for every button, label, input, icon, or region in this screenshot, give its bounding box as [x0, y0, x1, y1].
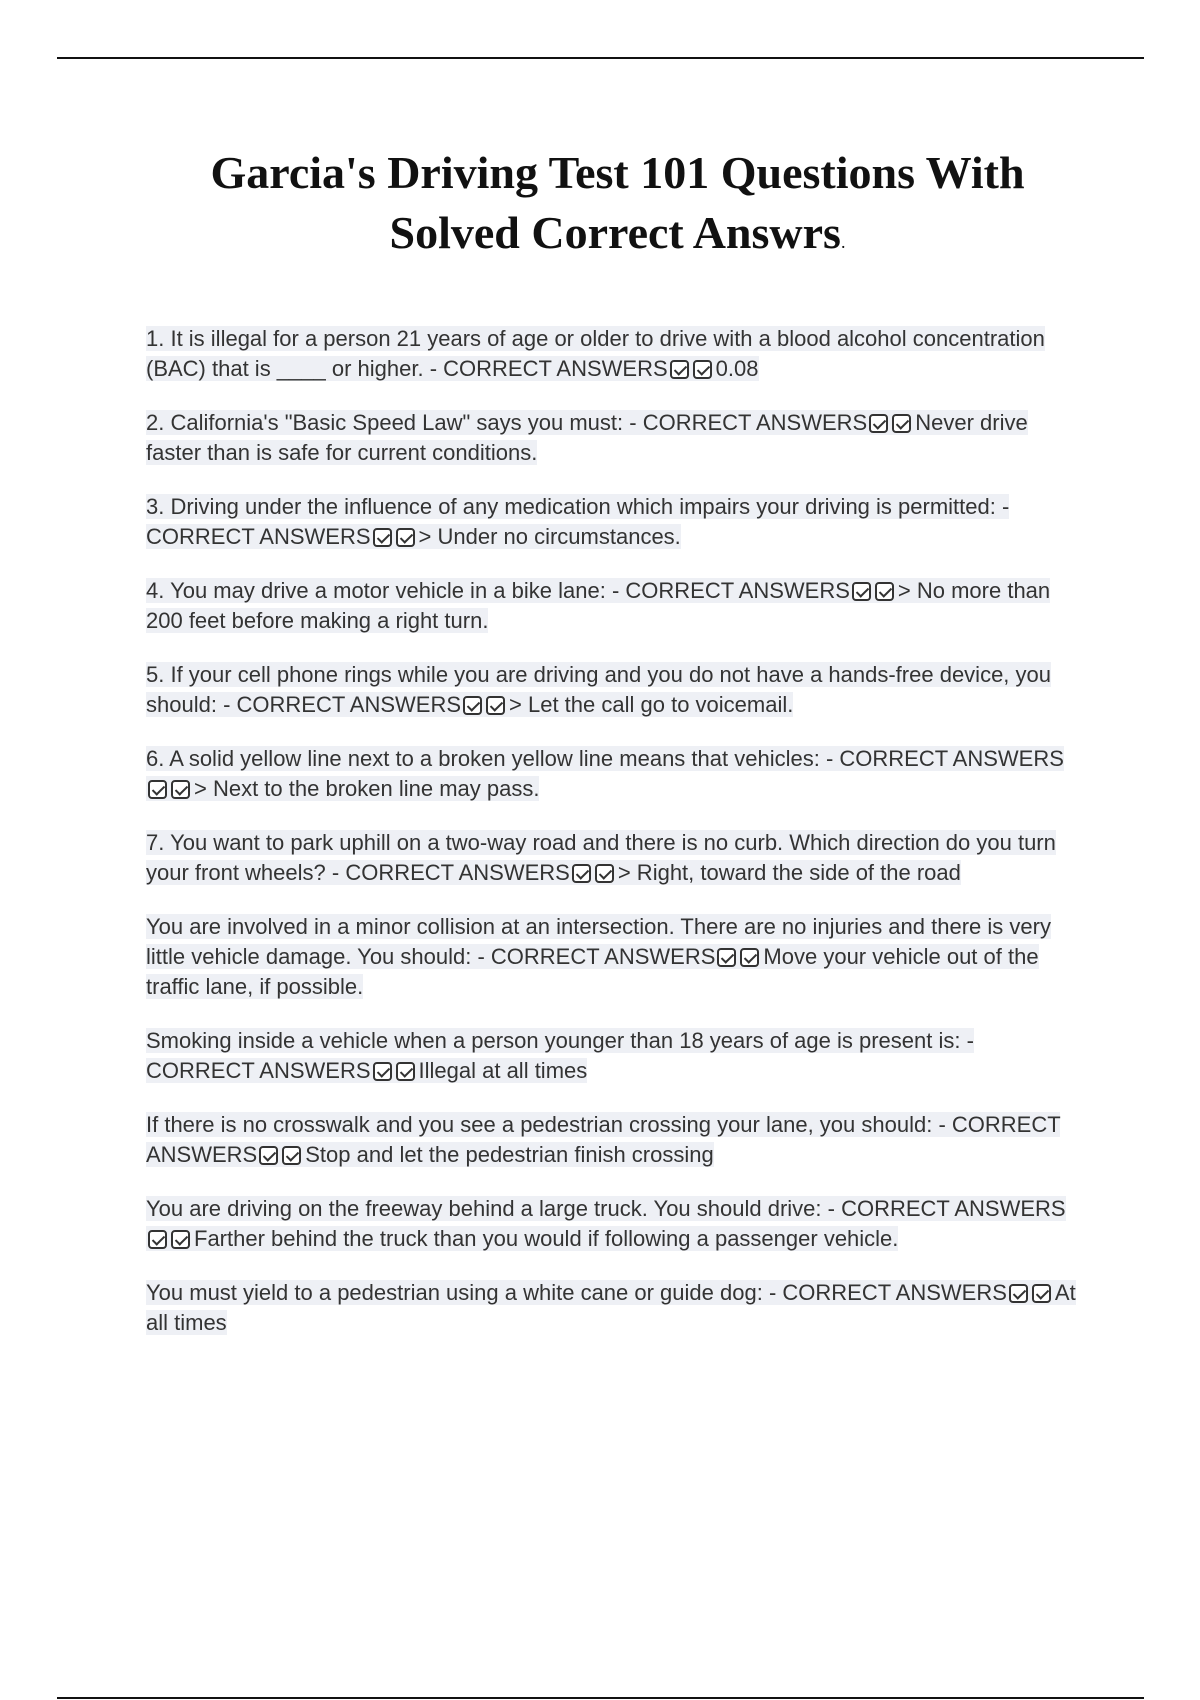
checkbox-check-icon: [282, 1146, 301, 1165]
question-item: [146, 1278, 1086, 1338]
question-item: [146, 576, 1086, 636]
answer-text: > Under no circumstances.: [418, 524, 681, 549]
answer-marker: - CORRECT ANSWERS: [611, 578, 850, 603]
title-line-2: Solved Correct Answrs: [389, 207, 841, 258]
answer-marker: - CORRECT ANSWERS: [223, 692, 462, 717]
answer-marker: - CORRECT ANSWERS: [146, 1112, 1061, 1167]
answer-marker: - CORRECT ANSWERS: [146, 494, 1010, 549]
answer-marker: - CORRECT ANSWERS: [146, 1028, 974, 1083]
question-text: You are involved in a minor collision at an intersection. There are no injuries and there is very little vehicle damage. You should:: [146, 914, 1051, 969]
answer-marker: - CORRECT ANSWERS: [629, 410, 868, 435]
checkbox-check-icon: [875, 582, 894, 601]
question-item: [146, 1110, 1086, 1170]
question-text: 4. You may drive a motor vehicle in a bike lane:: [146, 578, 606, 603]
title-suffix: .: [840, 232, 846, 252]
answer-text: Stop and let the pedestrian finish crossing: [305, 1142, 714, 1167]
question-text: 1. It is illegal for a person 21 years of age or older to drive with a blood alcohol concentration (BAC) that is ____ or higher.: [146, 326, 1045, 381]
question-item: [146, 408, 1086, 468]
document-title: [150, 143, 1085, 272]
answer-marker: - CORRECT ANSWERS: [477, 944, 716, 969]
checkbox-check-icon: [852, 582, 871, 601]
question-answer-list: [146, 324, 1086, 1362]
answer-marker: - CORRECT ANSWERS: [825, 746, 1064, 771]
checkbox-check-icon: [717, 948, 736, 967]
answer-text: > No more than 200 feet before making a right turn.: [146, 578, 1051, 633]
checkbox-check-icon: [740, 948, 759, 967]
answer-text: > Let the call go to voicemail.: [509, 692, 794, 717]
checkbox-check-icon: [396, 1062, 415, 1081]
answer-marker: - CORRECT ANSWERS: [827, 1196, 1066, 1221]
question-text: 2. California's "Basic Speed Law" says you must:: [146, 410, 624, 435]
answer-text: Farther behind the truck than you would if following a passenger vehicle.: [194, 1226, 899, 1251]
question-text: If there is no crosswalk and you see a pedestrian crossing your lane, you should:: [146, 1112, 933, 1137]
checkbox-check-icon: [148, 780, 167, 799]
question-item: [146, 492, 1086, 552]
answer-text: Never drive faster than is safe for current conditions.: [146, 410, 1028, 465]
question-item: [146, 744, 1086, 804]
checkbox-check-icon: [693, 360, 712, 379]
checkbox-check-icon: [171, 1230, 190, 1249]
checkbox-check-icon: [1009, 1284, 1028, 1303]
answer-marker: - CORRECT ANSWERS: [331, 860, 570, 885]
checkbox-check-icon: [373, 1062, 392, 1081]
checkbox-check-icon: [486, 696, 505, 715]
question-text: You are driving on the freeway behind a large truck. You should drive:: [146, 1196, 822, 1221]
question-item: [146, 324, 1086, 384]
question-text: 6. A solid yellow line next to a broken yellow line means that vehicles:: [146, 746, 820, 771]
answer-text: > Next to the broken line may pass.: [194, 776, 540, 801]
question-item: [146, 828, 1086, 888]
answer-text: 0.08: [715, 356, 759, 381]
question-item: [146, 912, 1086, 1002]
question-text: 5. If your cell phone rings while you are driving and you do not have a hands-free device, you should:: [146, 662, 1051, 717]
answer-marker: - CORRECT ANSWERS: [768, 1280, 1007, 1305]
checkbox-check-icon: [148, 1230, 167, 1249]
answer-text: Move your vehicle out of the traffic lane, if possible.: [146, 944, 1039, 999]
question-item: [146, 660, 1086, 720]
checkbox-check-icon: [869, 414, 888, 433]
checkbox-check-icon: [259, 1146, 278, 1165]
answer-text: At all times: [146, 1280, 1076, 1335]
answer-marker: - CORRECT ANSWERS: [429, 356, 668, 381]
bottom-rule: [57, 1697, 1144, 1699]
question-item: [146, 1026, 1086, 1086]
checkbox-check-icon: [595, 864, 614, 883]
question-text: 3. Driving under the influence of any medication which impairs your driving is permitted:: [146, 494, 996, 519]
question-text: You must yield to a pedestrian using a white cane or guide dog:: [146, 1280, 763, 1305]
checkbox-check-icon: [171, 780, 190, 799]
checkbox-check-icon: [463, 696, 482, 715]
checkbox-check-icon: [892, 414, 911, 433]
checkbox-check-icon: [373, 528, 392, 547]
checkbox-check-icon: [670, 360, 689, 379]
answer-text: > Right, toward the side of the road: [617, 860, 961, 885]
checkbox-check-icon: [1032, 1284, 1051, 1303]
title-line-1: Garcia's Driving Test 101 Questions With: [210, 147, 1025, 198]
question-text: Smoking inside a vehicle when a person younger than 18 years of age is present is:: [146, 1028, 961, 1053]
checkbox-check-icon: [572, 864, 591, 883]
checkbox-check-icon: [396, 528, 415, 547]
question-item: [146, 1194, 1086, 1254]
question-text: 7. You want to park uphill on a two-way road and there is no curb. Which direction do you turn your front wheels?: [146, 830, 1056, 885]
answer-text: Illegal at all times: [418, 1058, 588, 1083]
top-rule: [57, 57, 1144, 59]
